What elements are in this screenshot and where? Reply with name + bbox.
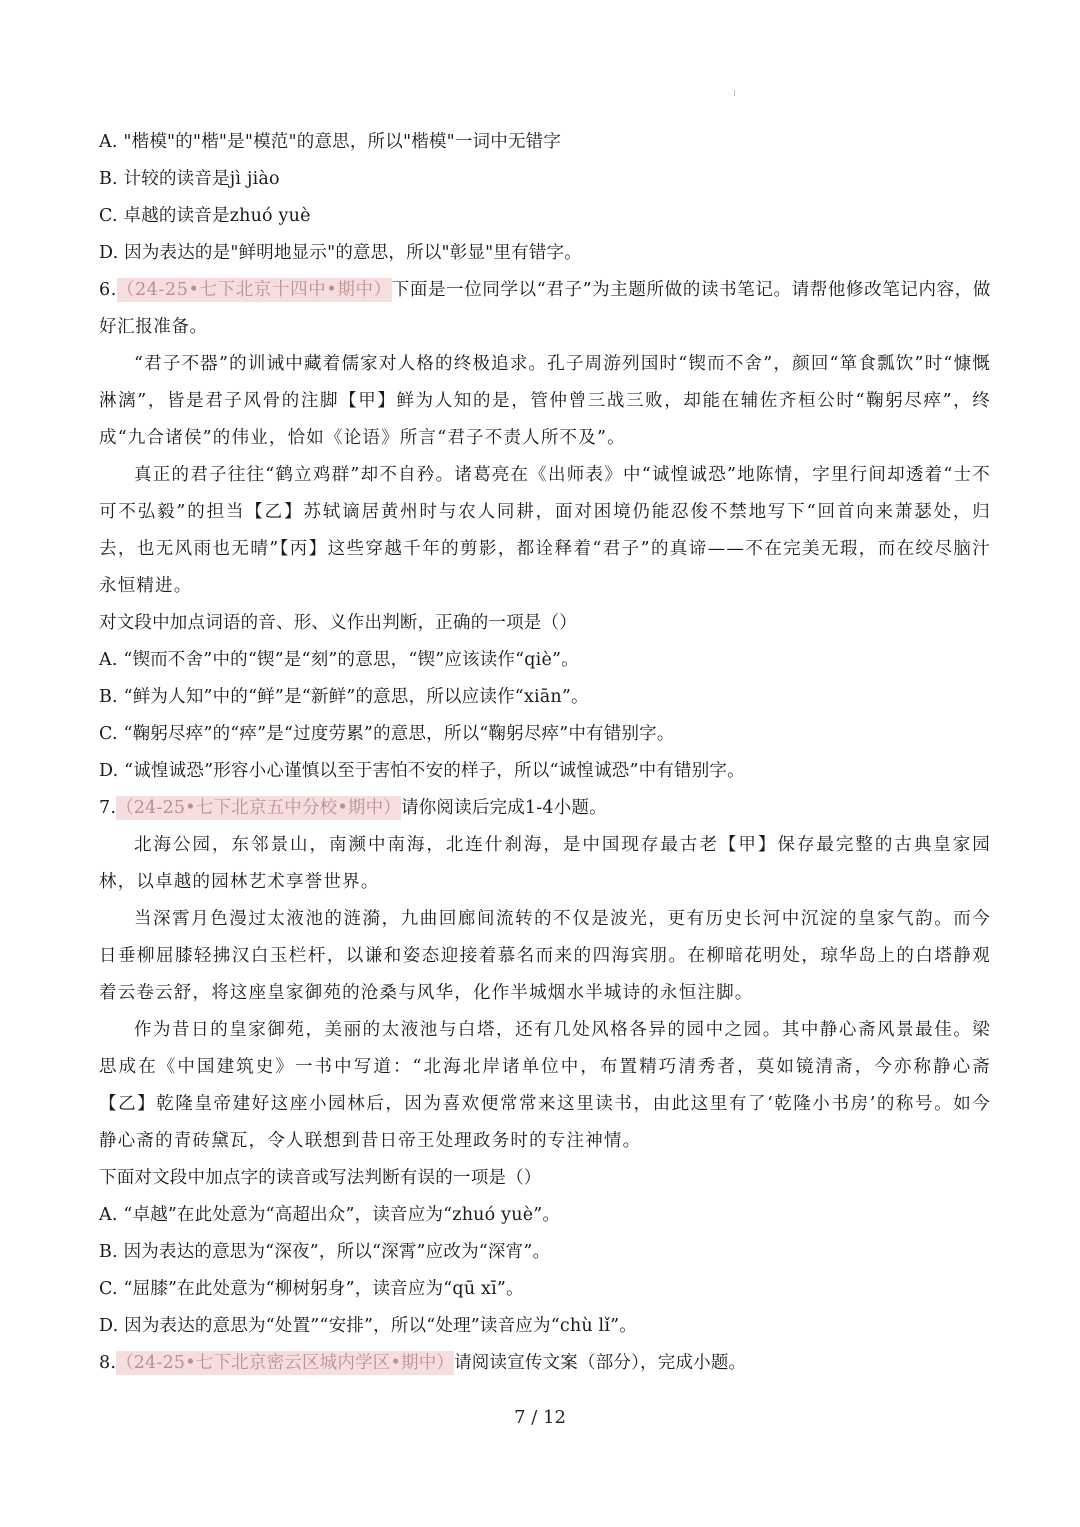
- q5-option-c: C. 卓越的读音是zhuó yuè: [99, 206, 311, 226]
- q7-option-b: B. 因为表达的意思为“深夜”，所以“深霄”应改为“深宵”。: [99, 1242, 551, 1262]
- q5-option-d: D. 因为表达的是"鲜明地显示"的意思，所以"彰显"里有错字。: [99, 243, 582, 263]
- q7-question: 下面对文段中加点字的读音或写法判断有误的一项是（）: [99, 1168, 542, 1188]
- q8-header: [99, 1345, 991, 1382]
- q5-options: [99, 124, 991, 272]
- q6-source-tag: （24-25•七下北京十四中•期中）: [116, 280, 392, 300]
- q5-option-a: A. "楷模"的"楷"是"模范"的意思，所以"楷模"一词中无错字: [99, 132, 562, 152]
- question-7: [99, 790, 991, 1345]
- q6-question: 对文段中加点词语的音、形、义作出判断，正确的一项是（）: [99, 613, 577, 633]
- q7-option-a: A. “卓越”在此处意为“高超出众”，读音应为“zhuó yuè”。: [99, 1205, 561, 1225]
- q7-paragraph-1: 北海公园，东邻景山，南濒中南海，北连什刹海，是中国现存最古老【甲】保存最完整的古典皇家园林，以卓越的园林艺术享誉世界。: [99, 835, 991, 892]
- q7-option-c: C. “屈膝”在此处意为“柳树躬身”，读音应为“qū xī”。: [99, 1279, 524, 1299]
- q8-intro: 请阅读宣传文案（部分），完成小题。: [454, 1353, 747, 1373]
- document-page: [99, 124, 991, 1382]
- q8-number: 8.: [99, 1353, 117, 1373]
- q7-paragraph-2: 当深霄月色漫过太液池的涟漪，九曲回廊间流转的不仅是波光，更有历史长河中沉淀的皇家气韵。而今日垂柳屈膝轻拂汉白玉栏杆，以谦和姿态迎接着慕名而来的四海宾朋。在柳暗花明处，琼华岛上的白塔静观着云卷云舒，将这座皇家御苑的沧桑与风华，化作半城烟水半城诗的永恒注脚。: [99, 909, 991, 1003]
- question-6: [99, 272, 991, 790]
- q7-number: 7.: [99, 798, 117, 818]
- q7-option-d: D. 因为表达的意思为“处置”“安排”，所以“处理”读音应为“chù lǐ”。: [99, 1316, 638, 1336]
- q6-intro: 下面是一位同学以“君子”为主题所做的读书笔记。请帮他修改笔记内容，做好汇报准备。: [99, 280, 991, 337]
- q6-paragraph-2: 真正的君子往往“鹤立鸡群”却不自矜。诸葛亮在《出师表》中“诚惶诚恐”地陈情，字里行间却透着“士不可不弘毅”的担当【乙】苏轼谪居黄州时与农人同耕，面对困境仍能忍俊不禁地写下“回首向来萧瑟处，归去，也无风雨也无晴”【丙】这些穿越千年的剪影，都诠释着“君子”的真谛——不在完美无瑕，而在绞尽脑汁永恒精进。: [99, 465, 991, 596]
- q6-paragraph-1: “君子不器”的训诫中藏着儒家对人格的终极追求。孔子周游列国时“锲而不舍”，颜回“箪食瓢饮”时“慷慨淋漓”，皆是君子风骨的注脚【甲】鲜为人知的是，管仲曾三战三败，却能在辅佐齐桓公时“鞠躬尽瘁”，终成“九合诸侯”的伟业，恰如《论语》所言“君子不责人所不及”。: [99, 354, 991, 448]
- q6-option-a: A. “锲而不舍”中的“锲”是“刻”的意思，“锲”应该读作“qiè”。: [99, 650, 579, 670]
- q6-header: [99, 272, 991, 346]
- q6-option-d: D. “诚惶诚恐”形容小心谨慎以至于害怕不安的样子，所以“诚惶诚恐”中有错别字。: [99, 761, 745, 781]
- q8-source-tag: （24-25•七下北京密云区城内学区•期中）: [116, 1353, 455, 1373]
- q7-paragraph-3: 作为昔日的皇家御苑，美丽的太液池与白塔，还有几处风格各异的园中之园。其中静心斋风景最佳。梁思成在《中国建筑史》一书中写道：“北海北岸诸单位中，布置精巧清秀者，莫如镜清斋，今亦称静心斋【乙】乾隆皇帝建好这座小园林后，因为喜欢便常常来这里读书，由此这里有了‘乾隆小书房’的称号。如今静心斋的青砖黛瓦，令人联想到昔日帝王处理政务时的专注神情。: [99, 1020, 991, 1151]
- page-number: 7 / 12: [514, 1407, 566, 1428]
- q6-option-c: C. “鞠躬尽瘁”的“瘁”是“过度劳累”的意思，所以“鞠躬尽瘁”中有错别字。: [99, 724, 675, 744]
- q7-header: [99, 790, 991, 827]
- q7-source-tag: （24-25•七下北京五中分校•期中）: [116, 798, 402, 818]
- scan-mark: [734, 90, 735, 96]
- q5-option-b: B. 计较的读音是jì jiào: [99, 169, 280, 189]
- question-8: [99, 1345, 991, 1382]
- q7-intro: 请你阅读后完成1-4小题。: [401, 798, 607, 818]
- q6-option-b: B. “鲜为人知”中的“鲜”是“新鲜”的意思，所以应读作“xiān”。: [99, 687, 589, 707]
- q6-number: 6.: [99, 280, 117, 300]
